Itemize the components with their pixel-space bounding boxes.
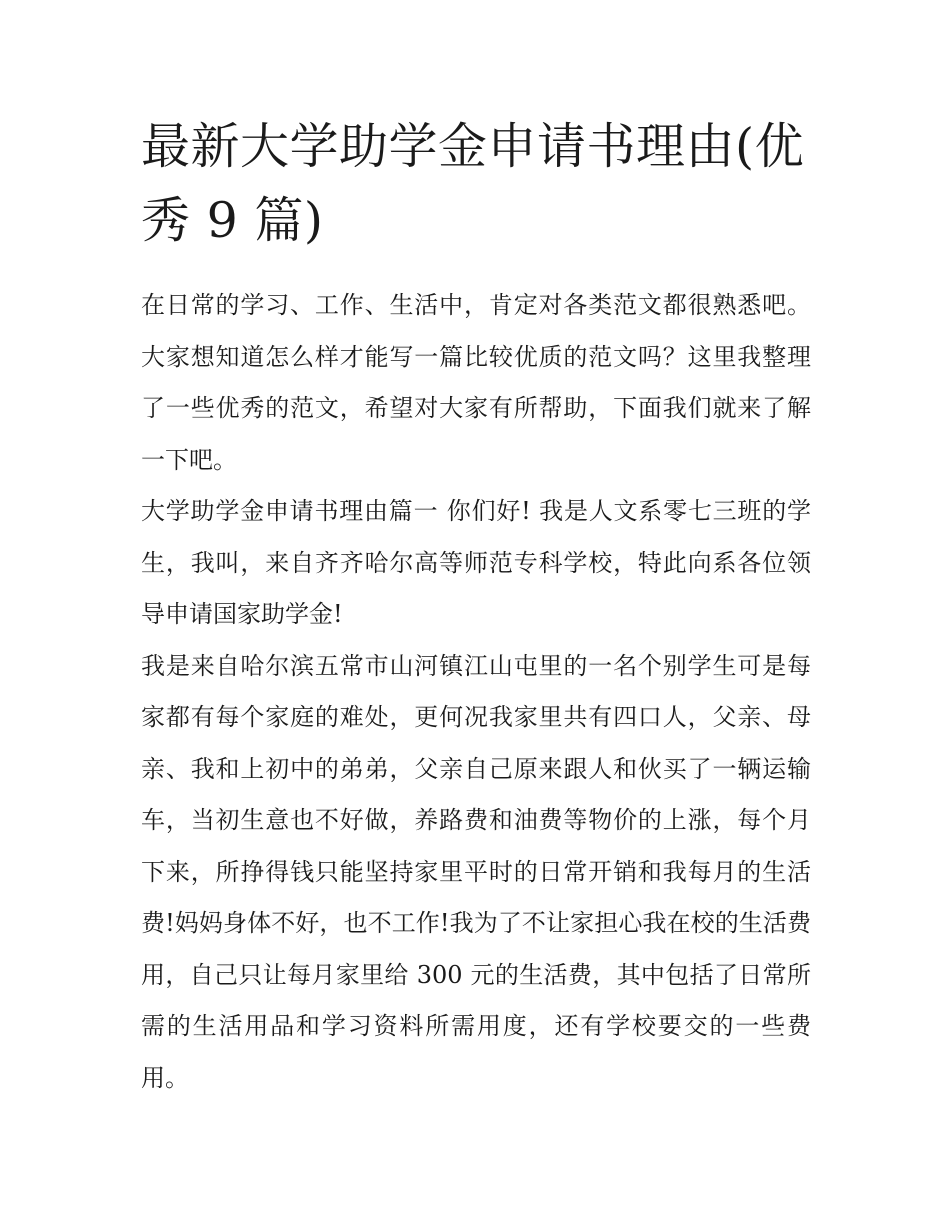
document-title: 最新大学助学金申请书理由(优秀 9 篇): [141, 118, 805, 249]
document-body: [141, 280, 811, 1104]
intro-paragraph: 在日常的学习、工作、生活中，肯定对各类范文都很熟悉吧。大家想知道怎么样才能写一篇比较优质的范文吗？这里我整理了一些优秀的范文，希望对大家有所帮助，下面我们就来了解一下吧。: [141, 291, 811, 474]
letter-opening-paragraph: 大学助学金申请书理由篇一 你们好! 我是人文系零七三班的学生，我叫，来自齐齐哈尔高等师范专科学校，特此向系各位领导申请国家助学金!: [141, 497, 811, 628]
family-situation-paragraph: 我是来自哈尔滨五常市山河镇江山屯里的一名个别学生可是每家都有每个家庭的难处，更何况我家里共有四口人，父亲、母亲、我和上初中的弟弟，父亲自己原来跟人和伙买了一辆运输车，当初生意也不好做，养路费和油费等物价的上涨，每个月下来，所挣得钱只能坚持家里平时的日常开销和我每月的生活费!妈妈身体不好，也不工作!我为了不让家担心我在校的生活费用，自己只让每月家里给 300 元的生活费，其中包括了日常所需的生活用品和学习资料所需用度，还有学校要交的一些费用。: [141, 651, 811, 1092]
